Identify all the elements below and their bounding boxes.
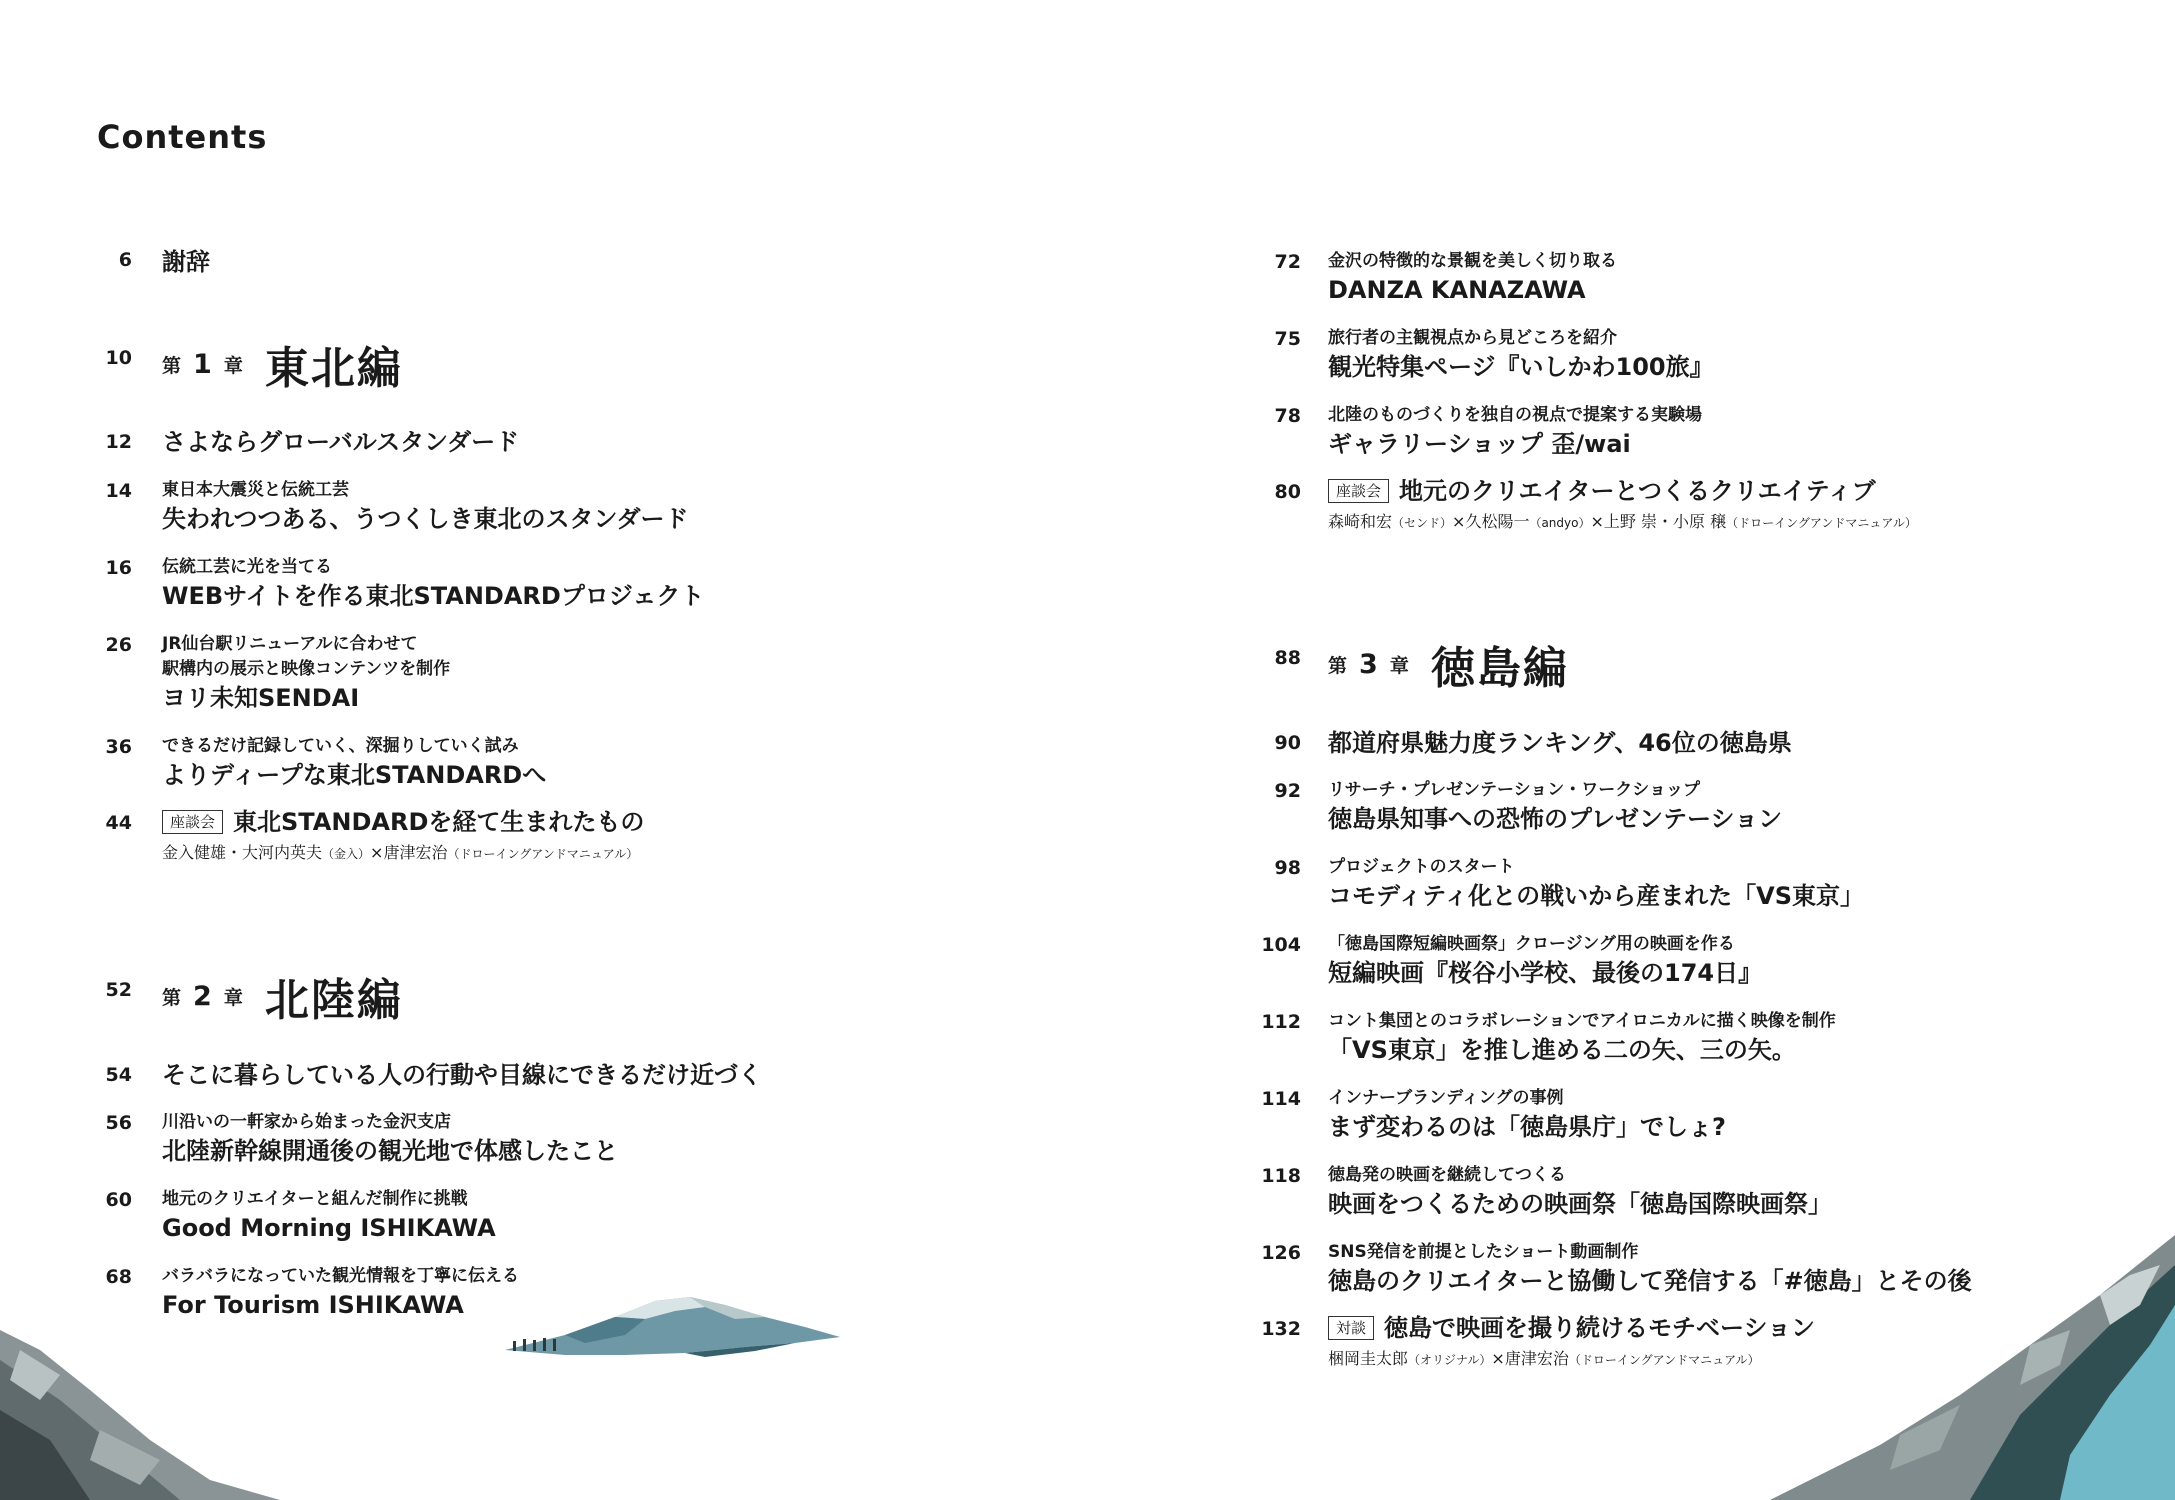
entry-subtitle: 徳島発の映画を継続してつくる (1328, 1165, 1566, 1185)
entry-subtitle: バラバラになっていた観光情報を丁寧に伝える (162, 1266, 519, 1286)
entry-title: 「VS東京」を推し進める二の矢、三の矢。 (1328, 1036, 1796, 1064)
entry-title: WEBサイトを作る東北STANDARDプロジェクト (162, 582, 705, 610)
chapter-title: 東北編 (264, 343, 403, 394)
page-title: Contents (97, 118, 268, 156)
participant-affiliation: （金入） (322, 847, 371, 861)
chapter-label: 第 (162, 354, 182, 377)
page-number: 80 (1274, 481, 1301, 503)
participants (162, 842, 644, 865)
entry-title: 徳島で映画を撮り続けるモチベーション (1384, 1314, 1816, 1342)
entry-subtitle: JR仙台駅リニューアルに合わせて (162, 634, 418, 654)
entry-title: 短編映画『桜谷小学校、最後の174日』 (1328, 959, 1763, 987)
chapter-label: 章 (1389, 654, 1409, 677)
entry-subtitle: 駅構内の展示と映像コンテンツを制作 (162, 659, 451, 679)
participant-affiliation: （ドローイングアンドマニュアル） (1726, 516, 1917, 530)
page-number: 92 (1274, 780, 1301, 802)
entry-title: 徳島のクリエイターと協働して発信する「#徳島」とその後 (1328, 1267, 1972, 1295)
entry-subtitle: できるだけ記録していく、深掘りしていく試み (162, 736, 519, 756)
entry-subtitle: インナーブランディングの事例 (1328, 1088, 1564, 1108)
page-number: 56 (105, 1112, 132, 1134)
entry-subtitle: 金沢の特徴的な景観を美しく切り取る (1328, 251, 1617, 271)
page-number: 10 (105, 347, 132, 369)
entry-title: 失われつつある、うつくしき東北のスタンダード (162, 505, 689, 533)
participant-affiliation: （ドローイングアンドマニュアル） (447, 847, 639, 861)
chapter-number: 1 (193, 348, 212, 380)
participant-affiliation: （andyo） (1529, 516, 1591, 530)
participant: ×唐津宏治 (1491, 1349, 1569, 1368)
page-number: 132 (1261, 1318, 1301, 1340)
entry-subtitle: SNS発信を前提としたショート動画制作 (1328, 1242, 1639, 1262)
participant: ×上野 崇・小原 穣 (1590, 512, 1727, 531)
entry-title: ヨリ未知SENDAI (162, 684, 360, 712)
mountain-right-collage (1770, 1235, 2175, 1500)
chapter-number: 2 (193, 980, 212, 1012)
roundtable-badge: 座談会 (1328, 479, 1389, 503)
page-number: 126 (1261, 1242, 1301, 1264)
entry-title: まず変わるのは「徳島県庁」でしょ? (1328, 1113, 1726, 1141)
page-number: 98 (1274, 857, 1301, 879)
participant-affiliation: （センド） (1392, 516, 1453, 530)
participant-affiliation: （ドローイングアンドマニュアル） (1568, 1353, 1760, 1367)
entry-subtitle: プロジェクトのスタート (1328, 857, 1515, 877)
participants (1328, 1348, 1815, 1371)
page-number: 44 (105, 812, 132, 834)
participant: ×唐津宏治 (370, 843, 448, 862)
chapter-number: 3 (1359, 648, 1378, 680)
entry-title: 東北STANDARDを経て生まれたもの (233, 808, 645, 836)
entry-subtitle: コント集団とのコラボレーションでアイロニカルに描く映像を制作 (1328, 1011, 1836, 1031)
page-number: 112 (1261, 1011, 1301, 1033)
entry-subtitle: 地元のクリエイターと組んだ制作に挑戦 (162, 1189, 468, 1209)
entry-subtitle: 「徳島国際短編映画祭」クロージング用の映画を作る (1328, 934, 1735, 954)
page-number: 118 (1261, 1165, 1301, 1187)
entry-title: 謝辞 (162, 248, 210, 276)
participant: ×久松陽一 (1452, 512, 1530, 531)
entry-title: さよならグローバルスタンダード (162, 428, 520, 456)
participant: 金入健雄・大河内英夫 (162, 843, 323, 862)
entry-title: DANZA KANAZAWA (1328, 276, 1586, 304)
participant: 梱岡圭太郎 (1328, 1349, 1409, 1368)
entry-subtitle: 旅行者の主観視点から見どころを紹介 (1328, 328, 1617, 348)
roundtable-badge: 座談会 (162, 810, 223, 834)
page-number: 114 (1261, 1088, 1301, 1110)
chapter-label: 章 (223, 986, 243, 1009)
participant-affiliation: （オリジナル） (1408, 1353, 1492, 1367)
entry-subtitle: リサーチ・プレゼンテーション・ワークショップ (1328, 780, 1700, 800)
page-number: 90 (1274, 732, 1301, 754)
entry-title: 地元のクリエイターとつくるクリエイティブ (1399, 477, 1876, 505)
participant: 森崎和宏 (1328, 512, 1393, 531)
entry-subtitle: 川沿いの一軒家から始まった金沢支店 (162, 1112, 451, 1132)
page-number: 54 (105, 1064, 132, 1086)
entry-title: コモディティ化との戦いから産まれた「VS東京」 (1328, 882, 1865, 910)
page-number: 88 (1274, 647, 1301, 669)
mountain-left-collage (0, 1320, 300, 1500)
page-number: 6 (118, 249, 132, 271)
page-number: 78 (1274, 405, 1301, 427)
entry-title: そこに暮らしている人の行動や目線にできるだけ近づく (162, 1061, 762, 1089)
page-number: 16 (105, 557, 132, 579)
chapter-title: 北陸編 (264, 975, 403, 1026)
entry-title: ギャラリーショップ 歪/wai (1328, 430, 1631, 458)
entry-title: For Tourism ISHIKAWA (162, 1291, 464, 1319)
page-number: 60 (105, 1189, 132, 1211)
entry-title: 都道府県魅力度ランキング、46位の徳島県 (1328, 729, 1792, 757)
chapter-label: 第 (162, 986, 182, 1009)
chapter-label: 章 (223, 354, 243, 377)
entry-title: 観光特集ページ『いしかわ100旅』 (1328, 353, 1714, 381)
page-number: 104 (1261, 934, 1301, 956)
entry-subtitle: 北陸のものづくりを独自の視点で提案する実験場 (1328, 405, 1702, 425)
entry-title: 映画をつくるための映画祭「徳島国際映画祭」 (1328, 1190, 1832, 1218)
entry-title: Good Morning ISHIKAWA (162, 1214, 496, 1242)
chapter-title: 徳島編 (1430, 643, 1569, 694)
page-number: 26 (105, 634, 132, 656)
page-number: 72 (1274, 251, 1301, 273)
entry-title: よりディープな東北STANDARDへ (162, 761, 547, 789)
participants (1328, 511, 1917, 534)
entry-subtitle: 東日本大震災と伝統工芸 (162, 480, 349, 500)
floating-island-illustration (505, 1295, 845, 1365)
page-number: 36 (105, 736, 132, 758)
chapter-label: 第 (1328, 654, 1348, 677)
page-number: 68 (105, 1266, 132, 1288)
page-number: 52 (105, 979, 132, 1001)
dialogue-badge: 対談 (1328, 1316, 1374, 1340)
entry-title: 北陸新幹線開通後の観光地で体感したこと (162, 1137, 618, 1165)
page-number: 75 (1274, 328, 1301, 350)
entry-subtitle: 伝統工芸に光を当てる (162, 557, 332, 577)
entry-title: 徳島県知事への恐怖のプレゼンテーション (1328, 805, 1783, 833)
page-number: 14 (105, 480, 132, 502)
page-number: 12 (105, 431, 132, 453)
